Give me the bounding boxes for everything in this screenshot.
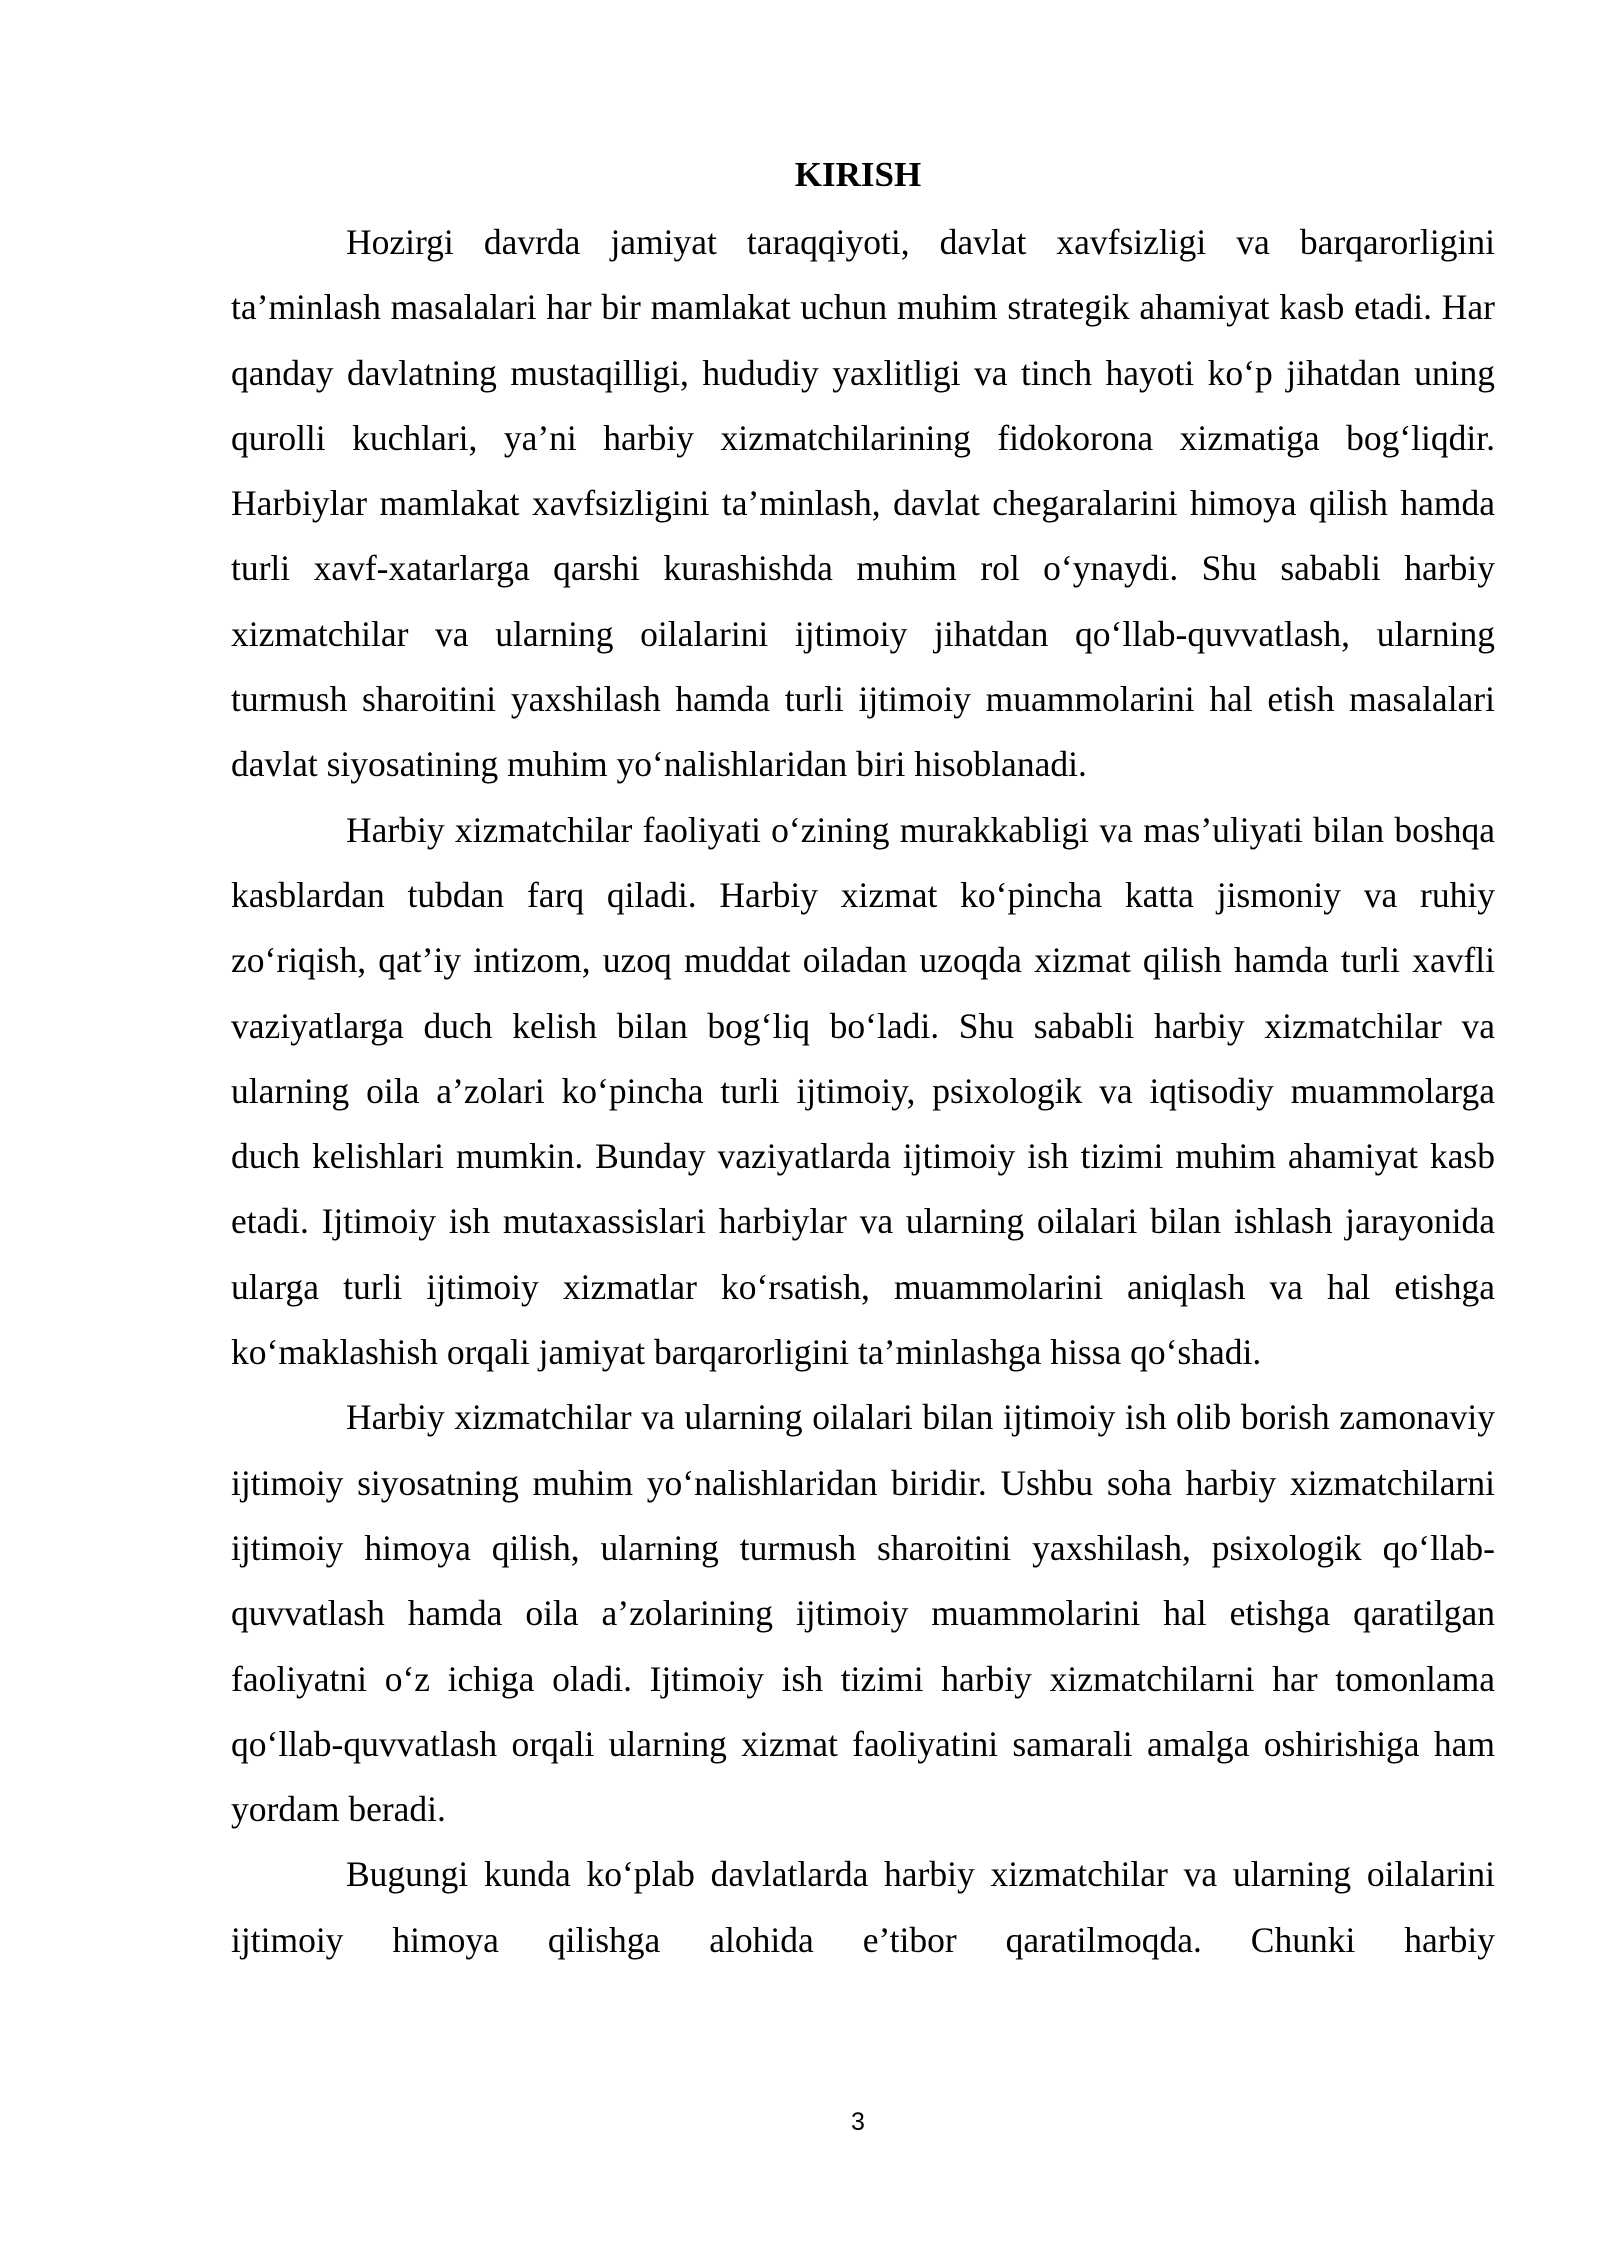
page-number: 3 [851, 2108, 865, 2136]
paragraph-2: Harbiy xizmatchilar faoliyati o‘zining murakkabligi va mas’uliyati bilan boshqa kasblardan tubdan farq qiladi. Harbiy xizmat ko‘pincha katta jismoniy va ruhiy zo‘riqish, qat’iy intizom, uzoq muddat oiladan uzoqda xizmat qilish hamda turli xavfli vaziyatlarga duch kelish bilan bog‘liq bo‘ladi. Shu sababli harbiy xizmatchilar va ularning oila a’zolari ko‘pincha turli ijtimoiy, psixologik va iqtisodiy muammolarga duch kelishlari mumkin. Bunday vaziyatlarda ijtimoiy ish tizimi muhim ahamiyat kasb etadi. Ijtimoiy ish mutaxassislari harbiylar va ularning oilalari bilan ishlash jarayonida ularga turli ijtimoiy xizmatlar ko‘rsatish, muammolarini aniqlash va hal etishga ko‘maklashish orqali jamiyat barqarorligini ta’minlashga hissa qo‘shadi. [231, 809, 1495, 1373]
paragraph-4: Bugungi kunda ko‘plab davlatlarda harbiy xizmatchilar va ularning oilalarini ijtimoiy himoya qilishga alohida e’tibor qaratilmoqda. Chunki harbiy [231, 1854, 1495, 1960]
section-heading: KIRISH [794, 155, 922, 194]
paragraph-3: Harbiy xizmatchilar va ularning oilalari bilan ijtimoiy ish olib borish zamonaviy ijtimoiy siyosatning muhim yo‘nalishlaridan biridir. Ushbu soha harbiy xizmatchilarni ijtimoiy himoya qilish, ularning turmush sharoitini yaxshilash, psixologik qo‘llab-quvvatlash hamda oila a’zolarining ijtimoiy muammolarini hal etishga qaratilgan faoliyatni o‘z ichiga oladi. Ijtimoiy ish tizimi harbiy xizmatchilarni har tomonlama qo‘llab-quvvatlash orqali ularning xizmat faoliyatini samarali amalga oshirishiga ham yordam beradi. [231, 1397, 1495, 1830]
paragraph-1: Hozirgi davrda jamiyat taraqqiyoti, davlat xavfsizligi va barqarorligini ta’minlash masalalari har bir mamlakat uchun muhim strategik ahamiyat kasb etadi. Har qanday davlatning mustaqilligi, hududiy yaxlitligi va tinch hayoti ko‘p jihatdan uning qurolli kuchlari, ya’ni harbiy xizmatchilarining fidokorona xizmatiga bog‘liqdir. Harbiylar mamlakat xavfsizligini ta’minlash, davlat chegaralarini himoya qilish hamda turli xavf-xatarlarga qarshi kurashishda muhim rol o‘ynaydi. Shu sababli harbiy xizmatchilar va ularning oilalarini ijtimoiy jihatdan qo‘llab-quvvatlash, ularning turmush sharoitini yaxshilash hamda turli ijtimoiy muammolarini hal etish masalalari davlat siyosatining muhim yo‘nalishlaridan biri hisoblanadi. [231, 222, 1495, 785]
body-text [231, 210, 1495, 1973]
